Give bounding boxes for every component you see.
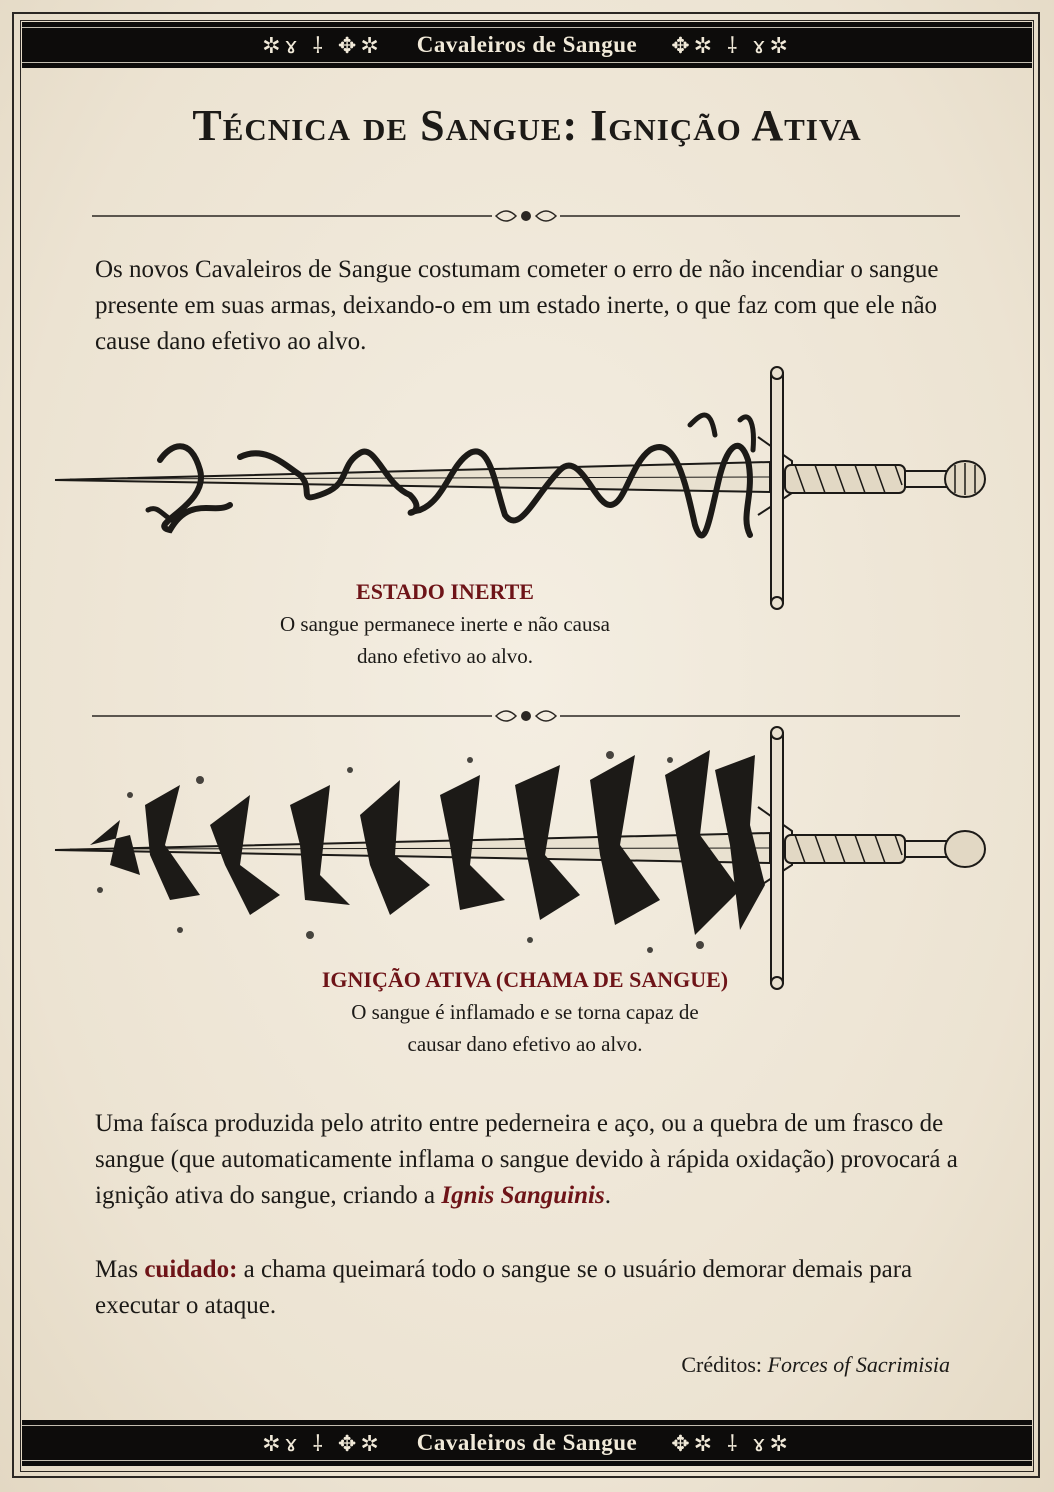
credits-label: Créditos: <box>681 1352 762 1377</box>
credits-source: Forces of Sacrimisia <box>767 1352 950 1377</box>
banner-title: Cavaleiros de Sangue <box>416 1430 638 1455</box>
active-caption <box>195 964 855 1060</box>
inert-description-line-2: dano efetivo ao alvo. <box>356 644 534 668</box>
bottom-banner <box>22 1420 1032 1466</box>
sword-inert-illustration <box>50 365 995 610</box>
inert-caption <box>195 576 695 672</box>
ignition-paragraph: Uma faísca produzida pelo atrito entre pederneira e aço, ou a quebra de um frasco de sangue (que automaticamente inflama o sangue devido à rápida oxidação) provocará a ignição ativa do sangue, criando a Ignis Sanguinis. <box>95 1110 958 1209</box>
active-description-line-2: causar dano efetivo ao alvo. <box>407 1032 643 1056</box>
intro-paragraph: Os novos Cavaleiros de Sangue costumam cometer o erro de não incendiar o sangue presente em suas armas, deixando-o em um estado inerte, o que faz com que ele não cause dano efetivo ao alvo. <box>95 256 939 355</box>
banner-title: Cavaleiros de Sangue <box>416 32 638 57</box>
inert-heading: ESTADO INERTE <box>356 579 534 604</box>
rune-glyphs-right: ✥✲ ⸸ ɤ✲ <box>671 1432 792 1457</box>
inert-description-line-1: O sangue permanece inerte e não causa <box>280 612 610 636</box>
rune-glyphs-left: ✲ɤ ⸸ ✥✲ <box>262 1432 383 1457</box>
sword-active-illustration <box>50 725 995 990</box>
active-heading: IGNIÇÃO ATIVA (CHAMA DE SANGUE) <box>321 967 729 992</box>
ignis-sanguinis-term: Ignis Sanguinis <box>441 1182 605 1209</box>
credits <box>681 1352 950 1378</box>
page-title: Técnica de Sangue: Ignição Ativa <box>192 101 862 150</box>
warning-emphasis: cuidado: <box>144 1256 238 1283</box>
active-description-line-1: O sangue é inflamado e se torna capaz de <box>351 1000 699 1024</box>
ornament-divider <box>92 204 960 228</box>
warning-paragraph: Mas cuidado: a chama queimará todo o sangue se o usuário demorar demais para executar o ataque. <box>95 1256 913 1319</box>
top-banner <box>22 22 1032 68</box>
rune-glyphs-right: ✥✲ ⸸ ɤ✲ <box>671 34 792 59</box>
rune-glyphs-left: ✲ɤ ⸸ ✥✲ <box>262 34 383 59</box>
